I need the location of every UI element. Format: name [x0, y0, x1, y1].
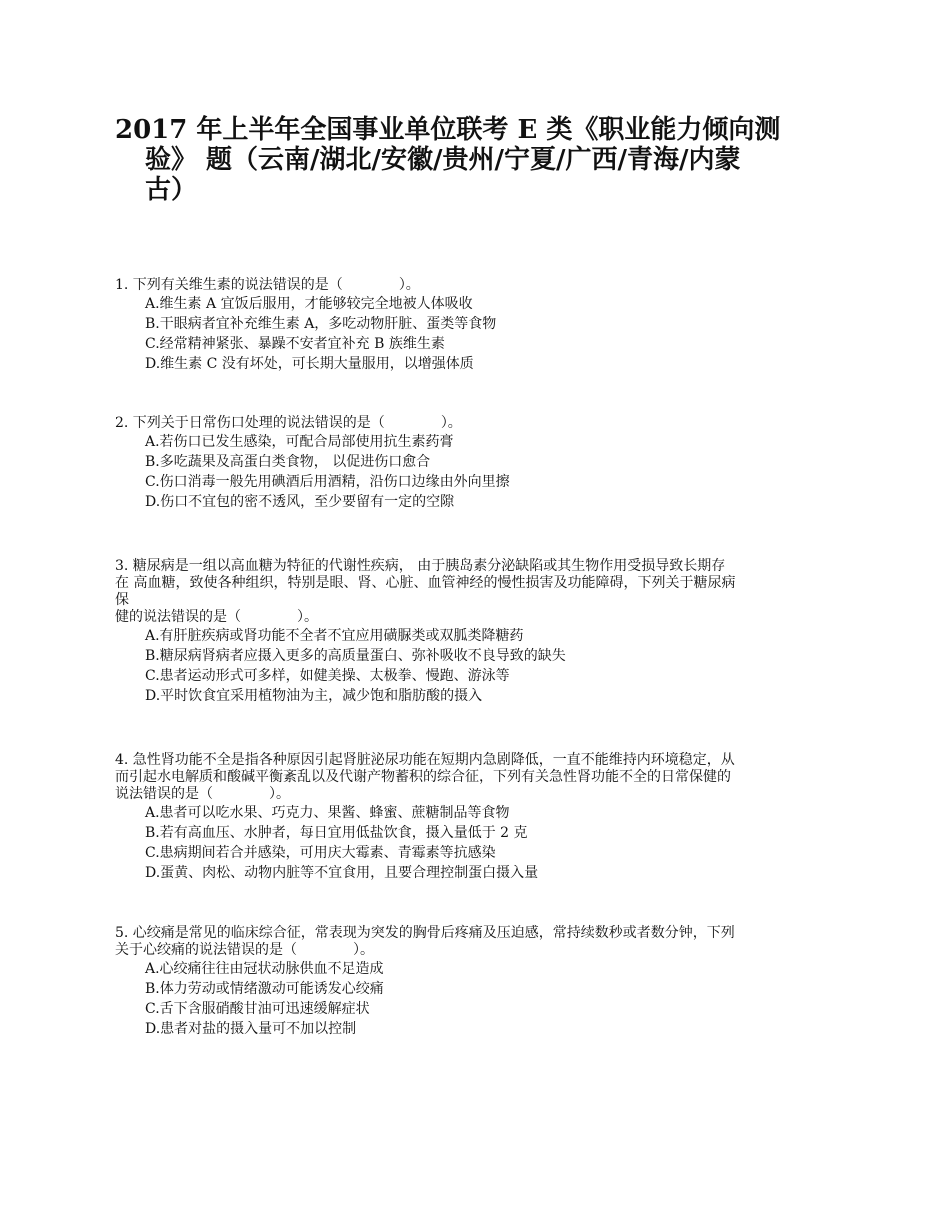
title-line: 验》 题（云南/湖北/安徽/贵州/宁夏/广西/青海/内蒙	[145, 145, 741, 175]
question-stem: 说法错误的是（ ）。	[115, 786, 290, 802]
question-1	[115, 277, 845, 374]
question-stem: 1. 下列有关维生素的说法错误的是（ ）。	[115, 277, 420, 293]
option-c: C.伤口消毒一般先用碘酒后用酒精，沿伤口边缘由外向里擦	[145, 474, 510, 490]
option-c: C.经常精神紧张、暴躁不安者宜补充 B 族维生素	[145, 336, 445, 352]
option-a: A.心绞痛往往由冠状动脉供血不足造成	[145, 961, 384, 977]
question-stem: 2. 下列关于日常伤口处理的说法错误的是（ ）。	[115, 415, 462, 431]
question-stem: 3. 糖尿病是一组以高血糖为特征的代谢性疾病， 由于胰岛素分泌缺陷或其生物作用受损导致长期存	[115, 558, 726, 574]
option-b: B.糖尿病肾病者应摄入更多的高质量蛋白、弥补吸收不良导致的缺失	[145, 648, 566, 664]
question-stem: 关于心绞痛的说法错误的是（ ）。	[115, 942, 374, 958]
question-stem: 5. 心绞痛是常见的临床综合征，常表现为突发的胸骨后疼痛及压迫感，常持续数秒或者数分钟，下列	[115, 925, 735, 941]
title-line: 2017 年上半年全国事业单位联考 E 类《职业能力倾向测	[115, 115, 781, 145]
option-d: D.平时饮食宜采用植物油为主，减少饱和脂肪酸的摄入	[145, 688, 483, 704]
option-a: A.若伤口已发生感染，可配合局部使用抗生素药膏	[145, 434, 454, 450]
option-b: B.多吃蔬果及高蛋白类食物， 以促进伤口愈合	[145, 454, 431, 470]
question-stem: 在 高血糖，致使各种组织，特别是眼、肾、心脏、血管神经的慢性损害及功能障碍，下列关于糖尿病	[115, 575, 736, 591]
option-a: A.有肝脏疾病或肾功能不全者不宜应用磺脲类或双胍类降糖药	[145, 628, 524, 644]
question-stem: 健的说法错误的是（ ）。	[115, 609, 318, 625]
option-a: A.患者可以吃水果、巧克力、果酱、蜂蜜、蔗糖制品等食物	[145, 805, 510, 821]
question-stem: 保	[115, 592, 129, 608]
question-2	[115, 415, 845, 512]
option-b: B.体力劳动或情绪激动可能诱发心绞痛	[145, 981, 384, 997]
option-d: D.伤口不宜包的密不透风，至少要留有一定的空隙	[145, 494, 455, 510]
option-c: C.患病期间若合并感染，可用庆大霉素、青霉素等抗感染	[145, 845, 496, 861]
question-4	[115, 752, 845, 883]
option-d: D.维生素 C 没有坏处，可长期大量服用，以增强体质	[145, 356, 474, 372]
option-c: C.患者运动形式可多样，如健美操、太极拳、慢跑、游泳等	[145, 668, 510, 684]
document-title	[115, 115, 835, 205]
question-stem: 而引起水电解质和酸碱平衡紊乱以及代谢产物蓄积的综合征，下列有关急性肾功能不全的日常保健的	[115, 769, 731, 785]
question-5	[115, 925, 845, 1039]
option-a: A.维生素 A 宜饭后服用，才能够较完全地被人体吸收	[145, 296, 473, 312]
option-c: C.舌下含服硝酸甘油可迅速缓解症状	[145, 1001, 370, 1017]
question-3	[115, 558, 845, 706]
option-b: B.干眼病者宜补充维生素 A，多吃动物肝脏、蛋类等食物	[145, 316, 497, 332]
title-line: 古）	[145, 175, 198, 205]
option-b: B.若有高血压、水肿者，每日宜用低盐饮食，摄入量低于 2 克	[145, 825, 528, 841]
question-stem: 4. 急性肾功能不全是指各种原因引起肾脏泌尿功能在短期内急剧降低，一直不能维持内环境稳定，从	[115, 752, 735, 768]
option-d: D.蛋黄、肉松、动物内脏等不宜食用，且要合理控制蛋白摄入量	[145, 865, 539, 881]
option-d: D.患者对盐的摄入量可不加以控制	[145, 1021, 357, 1037]
